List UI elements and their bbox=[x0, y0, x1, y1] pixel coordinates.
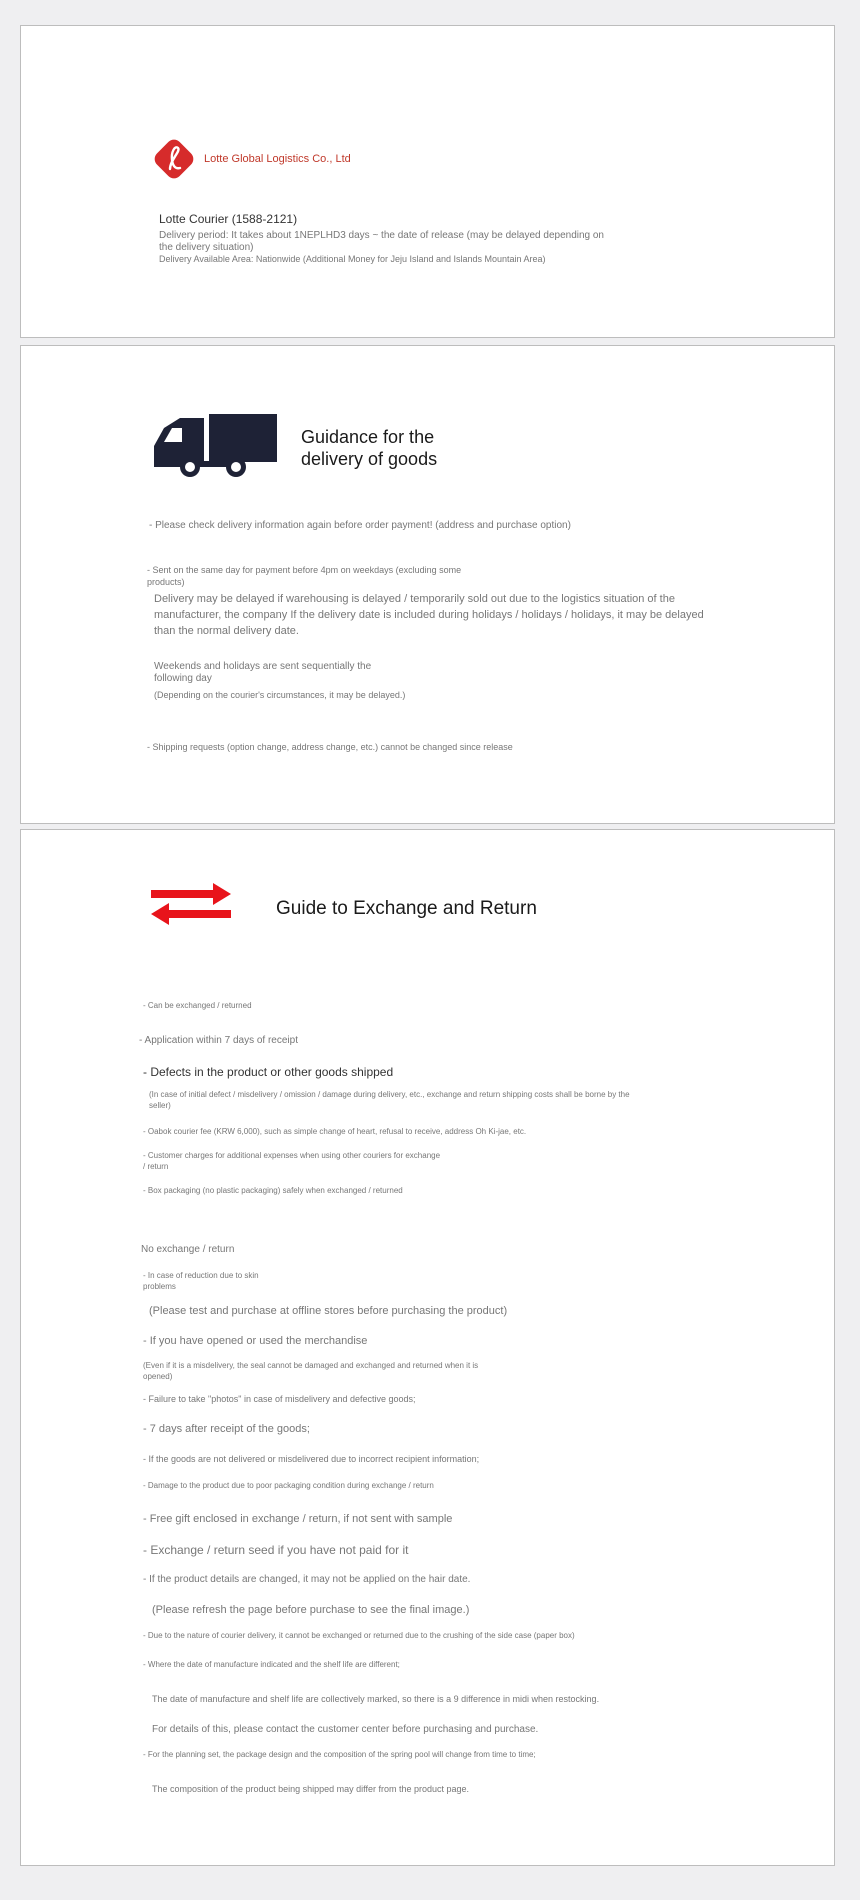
courier-company: Lotte Global Logistics Co., Ltd bbox=[204, 153, 351, 165]
truck-icon bbox=[152, 414, 277, 478]
no-exchange-item: - If the goods are not delivered or misdelivered due to incorrect recipient information; bbox=[143, 1454, 480, 1464]
no-exchange-item: The date of manufacture and shelf life are collectively marked, so there is a 9 difference in midi when restocking. bbox=[152, 1694, 600, 1704]
delivery-item: - Shipping requests (option change, address change, etc.) cannot be changed since release bbox=[147, 742, 513, 752]
no-exchange-item: - Damage to the product due to poor packaging condition during exchange / return bbox=[143, 1481, 434, 1490]
exchange-can-item: - Defects in the product or other goods shipped bbox=[143, 1065, 394, 1079]
exchange-can-item: (In case of initial defect / misdelivery / omission / damage during delivery, etc., exchange and return shipping costs shall be borne by the seller) bbox=[149, 1090, 630, 1110]
courier-name: Lotte Courier (1588-2121) bbox=[159, 212, 298, 226]
lotte-logo-icon bbox=[151, 136, 197, 182]
delivery-title-line2: delivery of goods bbox=[301, 449, 438, 469]
courier-area: Delivery Available Area: Nationwide (Additional Money for Jeju Island and Islands Mountain Area) bbox=[159, 254, 546, 264]
delivery-item: Weekends and holidays are sent sequentially the following day bbox=[154, 661, 372, 684]
no-exchange-item: - For the planning set, the package design and the composition of the spring pool will change from time to time; bbox=[143, 1750, 536, 1759]
delivery-item: - Please check delivery information again before order payment! (address and purchase option) bbox=[149, 520, 571, 531]
no-exchange-item: For details of this, please contact the customer center before purchasing and purchase. bbox=[152, 1724, 539, 1735]
no-exchange-item: - Due to the nature of courier delivery, it cannot be exchanged or returned due to the crushing of the side case (paper box) bbox=[143, 1631, 575, 1640]
delivery-item: (Depending on the courier's circumstances, it may be delayed.) bbox=[154, 690, 406, 700]
no-exchange-item: - Failure to take "photos" in case of misdelivery and defective goods; bbox=[143, 1394, 416, 1404]
no-exchange-item: (Please test and purchase at offline stores before purchasing the product) bbox=[149, 1305, 508, 1317]
no-exchange-item: - Where the date of manufacture indicated and the shelf life are different; bbox=[143, 1660, 400, 1669]
no-exchange-item: - 7 days after receipt of the goods; bbox=[143, 1423, 310, 1435]
no-exchange-item: - If you have opened or used the merchandise bbox=[143, 1335, 368, 1347]
exchange-title: Guide to Exchange and Return bbox=[276, 898, 537, 919]
delivery-panel bbox=[20, 345, 835, 824]
no-exchange-item: - If the product details are changed, it may not be applied on the hair date. bbox=[143, 1574, 471, 1585]
courier-period: Delivery period: It takes about 1NEPLHD3 days ~ the date of release (may be delayed depending on the delivery situation) bbox=[159, 230, 604, 253]
no-exchange-item: (Please refresh the page before purchase to see the final image.) bbox=[152, 1604, 470, 1616]
no-exchange-item: - In case of reduction due to skin problems bbox=[143, 1271, 259, 1291]
courier-panel bbox=[20, 25, 835, 338]
no-exchange-heading: No exchange / return bbox=[141, 1244, 235, 1255]
delivery-item: Delivery may be delayed if warehousing is delayed / temporarily sold out due to the logistics situation of the manufacturer, the company If the delivery date is included during holidays / holidays / holidays, it may be delayed than the normal delivery date. bbox=[154, 593, 704, 637]
no-exchange-item: (Even if it is a misdelivery, the seal cannot be damaged and exchanged and returned when it is opened) bbox=[143, 1361, 479, 1381]
exchange-can-item: - Customer charges for additional expenses when using other couriers for exchange / return bbox=[143, 1151, 441, 1171]
no-exchange-item: - Exchange / return seed if you have not paid for it bbox=[143, 1543, 409, 1557]
exchange-can-item: - Application within 7 days of receipt bbox=[139, 1035, 298, 1046]
exchange-panel bbox=[20, 829, 835, 1866]
exchange-can-item: - Oabok courier fee (KRW 6,000), such as simple change of heart, refusal to receive, address Oh Ki-jae, etc. bbox=[143, 1127, 527, 1136]
delivery-title-line1: Guidance for the bbox=[301, 427, 435, 447]
exchange-arrows-icon bbox=[151, 882, 233, 926]
delivery-item: - Sent on the same day for payment before 4pm on weekdays (excluding some products) bbox=[147, 565, 462, 587]
exchange-can-item: - Can be exchanged / returned bbox=[143, 1001, 252, 1010]
exchange-can-item: - Box packaging (no plastic packaging) safely when exchanged / returned bbox=[143, 1186, 403, 1195]
no-exchange-item: - Free gift enclosed in exchange / return, if not sent with sample bbox=[143, 1513, 453, 1525]
no-exchange-item: The composition of the product being shipped may differ from the product page. bbox=[152, 1784, 470, 1794]
